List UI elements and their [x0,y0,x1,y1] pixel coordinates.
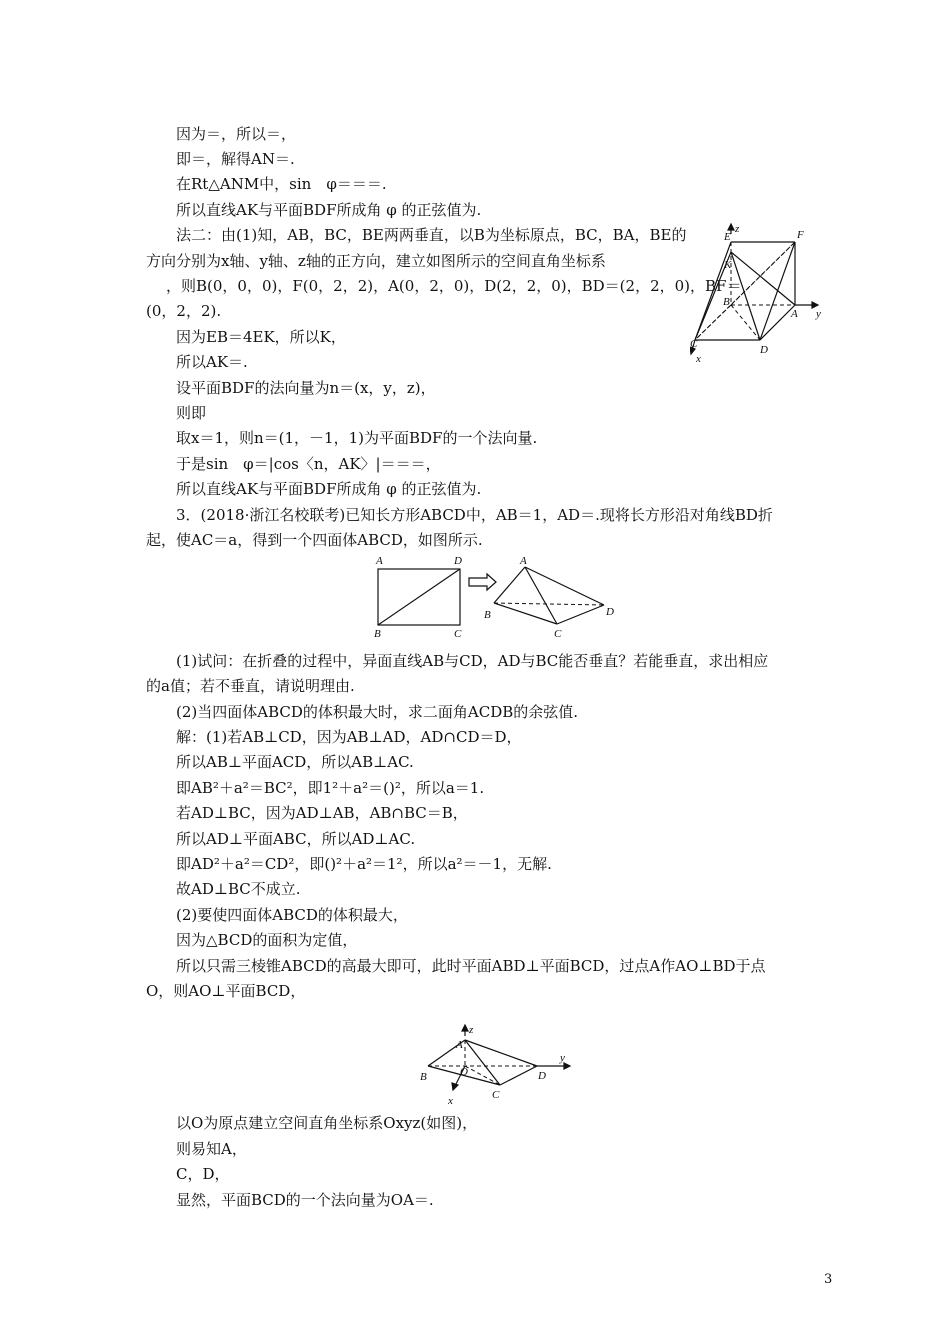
text-line: (2)要使四面体ABCD的体积最大， [176,906,408,924]
text-line: 3．(2018·浙江名校联考)已知长方形ABCD中，AB＝1，AD＝.现将长方形沿对角线BD折 [176,506,773,524]
figure-3d-coordinate [690,222,830,367]
text-line: 于是sin φ＝|cos〈n，AK〉|＝＝＝， [176,455,441,473]
fig2-label: A [520,555,527,567]
text-line: 显然，平面BCD的一个法向量为OA＝. [176,1191,434,1209]
fig1-label: A [791,308,798,320]
text-line: O，则AO⊥平面BCD， [146,982,306,1000]
text-line: 即＝，解得AN＝. [176,150,295,168]
text-line: 在Rt△ANM中，sin φ＝＝＝. [176,175,387,193]
text-line: 因为△BCD的面积为定值， [176,931,358,949]
text-line: 所以AK＝. [176,353,248,371]
fig3-label: D [538,1070,546,1082]
text-line: 法二：由(1)知，AB，BC，BE两两垂直，以B为坐标原点，BC，BA，BE的 [176,226,687,244]
text-line: 所以直线AK与平面BDF所成角 φ 的正弦值为. [176,201,482,219]
fig2-label: D [606,606,614,618]
text-line: 方向分别为x轴、y轴、z轴的正方向，建立如图所示的空间直角坐标系 [146,252,606,270]
text-line: 设平面BDF的法向量为n＝(x，y，z)， [176,379,436,397]
text-line: (2)当四面体ABCD的体积最大时，求二面角ACDB的余弦值. [176,703,579,721]
text-line: 则易知A， [176,1140,247,1158]
text-line: 即AD²＋a²＝CD²，即()²＋a²＝1²，所以a²＝－1，无解. [176,855,552,873]
fig2-label: A [376,555,383,567]
text-line: C，D， [176,1165,230,1183]
fig1-label: B [723,296,730,308]
text-line: 因为＝，所以＝， [176,125,297,143]
text-line: 起，使AC＝a，得到一个四面体ABCD，如图所示. [146,531,483,549]
fig3-label: C [492,1089,500,1101]
fig1-label: E [724,231,731,243]
text-line: 以O为原点建立空间直角坐标系Oxyz(如图)， [176,1114,478,1132]
fig1-label: K [724,259,732,271]
text-line: 所以AD⊥平面ABC，所以AD⊥AC. [176,830,416,848]
fig3-label: B [420,1071,427,1083]
text-line: 即AB²＋a²＝BC²，即1²＋a²＝()²，所以a＝1. [176,779,485,797]
page-number: 3 [824,1272,833,1287]
fig3-label: z [469,1024,474,1036]
fig3-label: O [460,1066,468,1078]
text-line: 若AD⊥BC，因为AD⊥AB，AB∩BC＝B， [176,804,468,822]
fig1-label: D [760,344,768,356]
fig1-label: y [816,308,821,320]
text-line: 所以只需三棱锥ABCD的高最大即可，此时平面ABD⊥平面BCD，过点A作AO⊥BD于点 [176,957,766,975]
text-line: 因为EB＝4EK，所以K， [176,328,346,346]
fig2-label: B [484,609,491,621]
text-line: 所以AB⊥平面ACD，所以AB⊥AC. [176,753,414,771]
fig1-label: x [696,353,701,365]
figure-oxyz [410,1024,580,1110]
text-line: 解：(1)若AB⊥CD，因为AB⊥AD，AD∩CD＝D， [176,728,522,746]
text-line: 故AD⊥BC不成立. [176,880,301,898]
fig2-label: C [454,628,462,640]
fig1-label: F [797,229,804,241]
fig3-label: y [560,1052,565,1064]
text-line: (0，2，2). [146,302,222,320]
fig2-label: C [554,628,562,640]
fig1-label: z [735,223,740,235]
text-line: 所以直线AK与平面BDF所成角 φ 的正弦值为. [176,480,482,498]
text-line: 则即 [176,404,207,422]
fig3-label: A [456,1039,463,1051]
fig1-label: C [690,338,698,350]
text-line: 的a值；若不垂直，请说明理由. [146,677,355,695]
fig2-label: B [374,628,381,640]
fig3-label: x [448,1095,453,1107]
text-line: (1)试问：在折叠的过程中，异面直线AB与CD，AD与BC能否垂直？若能垂直，求出相应 [176,652,769,670]
figure-folding [370,552,620,644]
text-line: ，则B(0，0，0)，F(0，2，2)，A(0，2，0)，D(2，2，0)，BD＝(2，2，0)，BF＝ [166,277,742,295]
text-line: 取x＝1，则n＝(1，－1，1)为平面BDF的一个法向量. [176,429,538,447]
fig2-label: D [454,555,462,567]
